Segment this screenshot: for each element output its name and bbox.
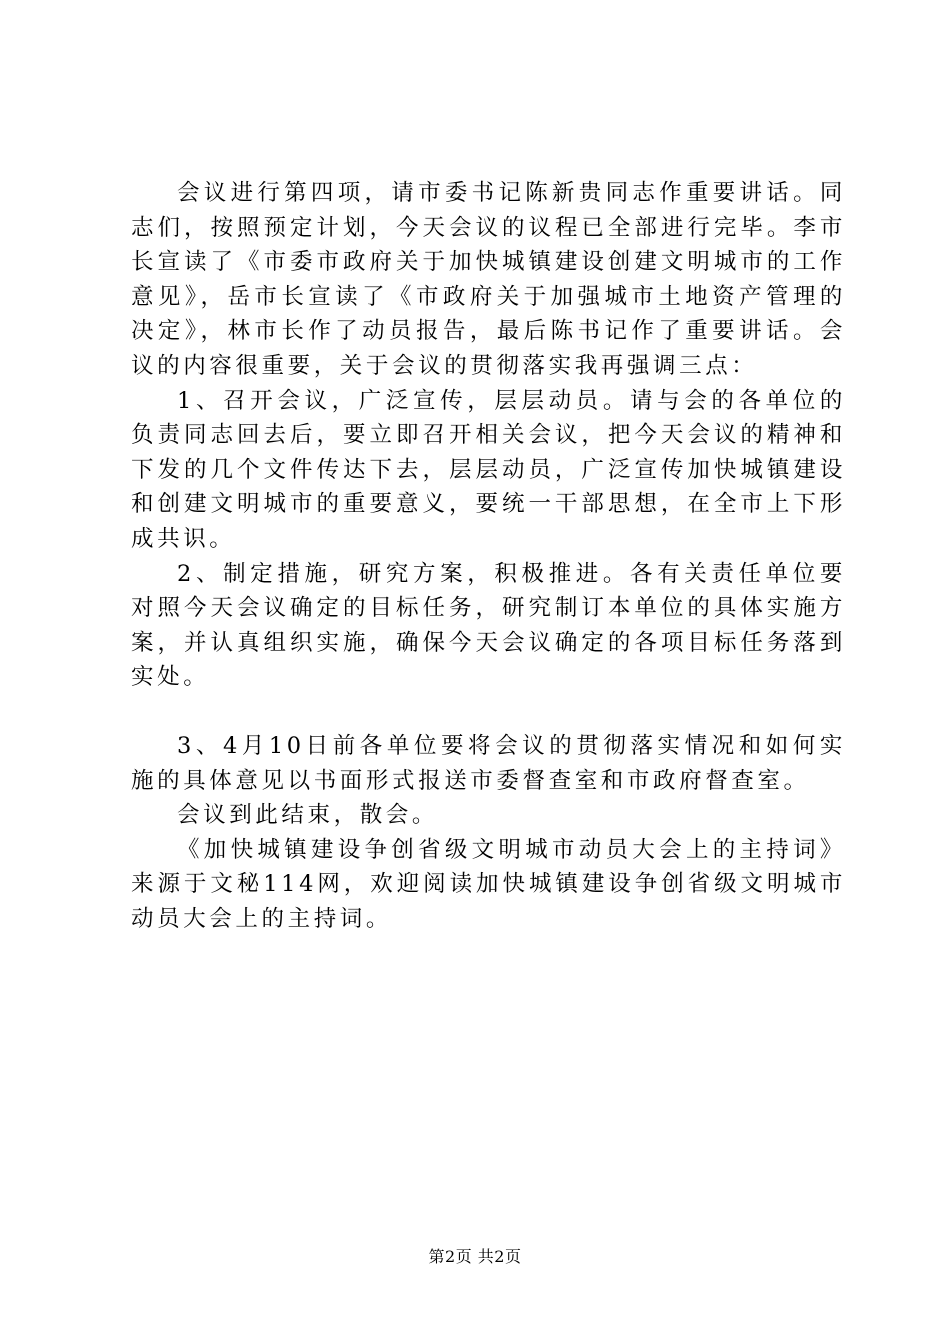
- paragraph-source-note: 《加快城镇建设争创省级文明城市动员大会上的主持词》来源于文秘114网，欢迎阅读加快城镇建设争创省级文明城市动员大会上的主持词。: [131, 836, 846, 932]
- page-number-footer: 第2页 共2页: [428, 1247, 522, 1266]
- paragraph-spacer: [131, 695, 846, 729]
- document-body: [131, 176, 846, 936]
- paragraph-speech-conclusion: 会议进行第四项，请市委书记陈新贵同志作重要讲话。同志们，按照预定计划，今天会议的议程已全部进行完毕。李市长宣读了《市委市政府关于加快城镇建设创建文明城市的工作意见》，岳市长宣读了《市政府关于加强城市土地资产管理的决定》，林市长作了动员报告，最后陈书记作了重要讲话。会议的内容很重要，关于会议的贯彻落实我再强调三点：: [131, 180, 846, 379]
- paragraph-closing: 会议到此结束，散会。: [177, 802, 439, 829]
- paragraph-point-2: 2、制定措施，研究方案，积极推进。各有关责任单位要对照今天会议确定的目标任务，研究制订本单位的具体实施方案，并认真组织实施，确保今天会议确定的各项目标任务落到实处。: [131, 560, 846, 691]
- paragraph-point-3: 3、4月10日前各单位要将会议的贯彻落实情况和如何实施的具体意见以书面形式报送市委督查室和市政府督查室。: [131, 732, 846, 794]
- paragraph-point-1: 1、召开会议，广泛宣传，层层动员。请与会的各单位的负责同志回去后，要立即召开相关会议，把今天会议的精神和下发的几个文件传达下去，层层动员，广泛宣传加快城镇建设和创建文明城市的重要意义，要统一干部思想，在全市上下形成共识。: [131, 387, 846, 552]
